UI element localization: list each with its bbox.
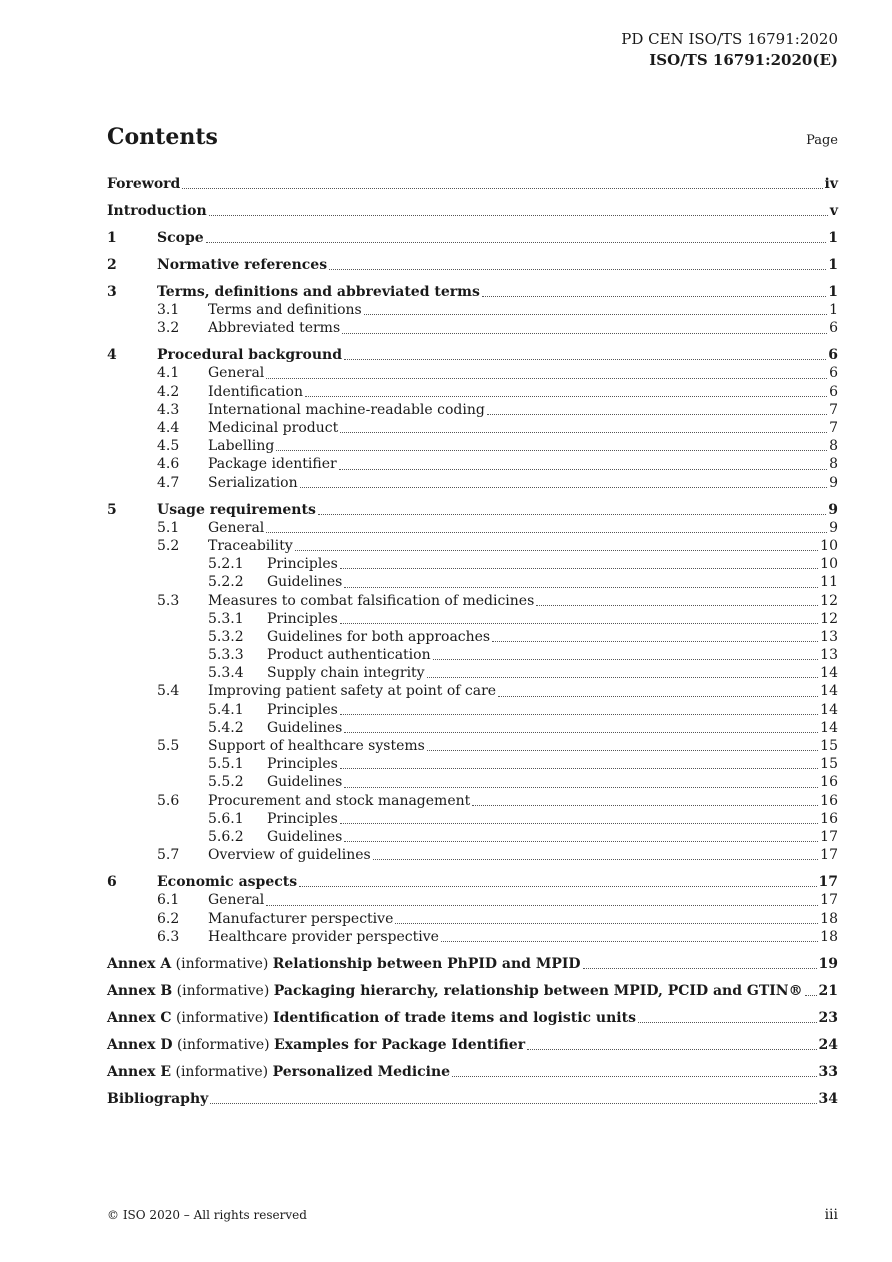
toc-entry-title: Identification bbox=[208, 383, 303, 400]
toc-entry-number: 4.1 bbox=[157, 365, 180, 382]
toc-entry-number: 3.1 bbox=[157, 302, 180, 319]
toc-entry-title bbox=[107, 955, 581, 973]
toc-entry[interactable] bbox=[107, 455, 838, 473]
toc-entry-page: 16 bbox=[820, 774, 838, 791]
toc-entry-title: Labelling bbox=[208, 438, 275, 455]
toc-entry-page: 6 bbox=[829, 383, 838, 400]
page-title: Contents bbox=[107, 124, 218, 150]
toc-entry-page: 8 bbox=[829, 438, 838, 455]
toc-entry[interactable] bbox=[107, 910, 838, 928]
toc-entry-number: 5.4.2 bbox=[208, 719, 244, 736]
toc-entry-page: iv bbox=[824, 176, 838, 192]
dot-leader bbox=[527, 1048, 816, 1050]
toc-entry-page: 18 bbox=[820, 928, 838, 945]
annex-title: Relationship between PhPID and MPID bbox=[272, 955, 581, 972]
dot-leader bbox=[295, 549, 818, 551]
toc-entry-title: Terms and definitions bbox=[208, 302, 362, 319]
toc-entry-page: 14 bbox=[820, 665, 838, 682]
toc-entry-number: 4.7 bbox=[157, 474, 180, 491]
toc-entry-number: 5.1 bbox=[157, 519, 180, 536]
toc-entry[interactable] bbox=[107, 383, 838, 401]
toc-entry-title: Principles bbox=[267, 701, 338, 718]
toc-entry[interactable] bbox=[107, 955, 838, 973]
annex-title: Packaging hierarchy, relationship between MPID, PCID and GTIN® bbox=[273, 982, 803, 999]
toc-entry[interactable] bbox=[107, 555, 838, 573]
toc-entry-page: 14 bbox=[820, 701, 838, 718]
toc-entry-number: 6 bbox=[107, 874, 117, 891]
toc-entry-number: 4.3 bbox=[157, 401, 180, 418]
annex-note: (informative) bbox=[171, 1063, 273, 1080]
annex-title: Personalized Medicine bbox=[272, 1063, 451, 1080]
toc-entry-number: 6.2 bbox=[157, 910, 180, 927]
toc-entry[interactable] bbox=[107, 501, 838, 519]
document-reference: PD CEN ISO/TS 16791:2020 bbox=[621, 30, 838, 48]
toc-entry-title: General bbox=[208, 519, 265, 536]
page-column-label: Page bbox=[806, 133, 838, 148]
dot-leader bbox=[340, 822, 818, 824]
toc-entry[interactable] bbox=[107, 175, 838, 193]
toc-entry-title: Guidelines bbox=[267, 774, 343, 791]
toc-entry-title: Principles bbox=[267, 756, 338, 773]
toc-entry-title: Terms, definitions and abbreviated terms bbox=[157, 283, 480, 300]
toc-entry-page: 15 bbox=[820, 756, 838, 773]
toc-entry[interactable] bbox=[107, 537, 838, 555]
annex-label: Annex D bbox=[107, 1036, 173, 1053]
toc-entry[interactable] bbox=[107, 682, 838, 700]
toc-entry[interactable] bbox=[107, 346, 838, 364]
dot-leader bbox=[344, 586, 818, 588]
toc-entry-number: 5.6 bbox=[157, 792, 180, 809]
toc-entry-page: 14 bbox=[820, 683, 838, 700]
toc-entry-title: Serialization bbox=[208, 474, 298, 491]
toc-entry-page: 13 bbox=[820, 647, 838, 664]
dot-leader bbox=[472, 804, 818, 806]
annex-note: (informative) bbox=[171, 1009, 274, 1026]
toc-entry[interactable] bbox=[107, 755, 838, 773]
toc-entry-page: 15 bbox=[820, 738, 838, 755]
toc-entry-number: 5.5.2 bbox=[208, 774, 244, 791]
toc-entry-number: 5.6.1 bbox=[208, 810, 244, 827]
toc-entry-title: General bbox=[208, 365, 265, 382]
dot-leader bbox=[487, 413, 827, 415]
toc-entry-page: 9 bbox=[829, 519, 838, 536]
toc-entry[interactable] bbox=[107, 229, 838, 247]
toc-entry[interactable] bbox=[107, 928, 838, 946]
toc-entry[interactable] bbox=[107, 664, 838, 682]
toc-entry-page: 12 bbox=[820, 592, 838, 609]
toc-entry-number: 5.5.1 bbox=[208, 756, 244, 773]
dot-leader bbox=[536, 604, 818, 606]
toc-entry-number: 4.4 bbox=[157, 420, 180, 437]
toc-entry-title: Guidelines for both approaches bbox=[267, 628, 491, 645]
dot-leader bbox=[299, 885, 816, 887]
dot-leader bbox=[340, 767, 818, 769]
dot-leader bbox=[339, 468, 827, 470]
toc-entry-title: Procurement and stock management bbox=[208, 792, 471, 809]
standard-number: ISO/TS 16791:2020(E) bbox=[649, 51, 838, 69]
toc-entry[interactable] bbox=[107, 982, 838, 1000]
dot-leader bbox=[364, 313, 827, 315]
toc-entry-title: Economic aspects bbox=[157, 874, 298, 891]
toc-entry-number: 5 bbox=[107, 501, 117, 518]
toc-entry[interactable] bbox=[107, 873, 838, 891]
dot-leader bbox=[340, 713, 818, 715]
annex-label: Annex C bbox=[107, 1009, 172, 1026]
toc-entry-page: 21 bbox=[818, 982, 838, 999]
dot-leader bbox=[492, 640, 818, 642]
toc-entry-title: Principles bbox=[267, 556, 338, 573]
annex-label: Annex B bbox=[107, 982, 173, 999]
dot-leader bbox=[340, 622, 818, 624]
toc-entry-page: 17 bbox=[820, 847, 838, 864]
toc-entry-page: 16 bbox=[820, 792, 838, 809]
toc-entry-number: 4.6 bbox=[157, 456, 180, 473]
toc-entry[interactable] bbox=[107, 202, 838, 220]
dot-leader bbox=[182, 187, 822, 189]
toc-entry-page: 6 bbox=[829, 320, 838, 337]
toc-entry-title: Procedural background bbox=[157, 347, 343, 364]
toc-entry[interactable] bbox=[107, 719, 838, 737]
toc-entry-title: General bbox=[208, 892, 265, 909]
dot-leader bbox=[805, 994, 817, 996]
toc-entry-page: v bbox=[829, 202, 838, 219]
toc-entry[interactable] bbox=[107, 1090, 838, 1108]
toc-entry-page: 1 bbox=[828, 283, 838, 300]
toc-entry[interactable] bbox=[107, 474, 838, 492]
toc-entry[interactable] bbox=[107, 701, 838, 719]
toc-entry-page: 24 bbox=[818, 1036, 838, 1053]
dot-leader bbox=[300, 486, 827, 488]
toc-entry[interactable] bbox=[107, 519, 838, 537]
toc-entry-title: Healthcare provider perspective bbox=[208, 928, 439, 945]
toc-entry-number: 3 bbox=[107, 283, 117, 300]
toc-entry[interactable] bbox=[107, 846, 838, 864]
toc-entry-number: 2 bbox=[107, 256, 117, 273]
toc-entry[interactable] bbox=[107, 891, 838, 909]
toc-entry[interactable] bbox=[107, 737, 838, 755]
toc-entry-page: 10 bbox=[820, 556, 838, 573]
toc-entry[interactable] bbox=[107, 628, 838, 646]
toc-entry-title bbox=[107, 1009, 636, 1027]
dot-leader bbox=[210, 1102, 816, 1104]
toc-entry-title: Guidelines bbox=[267, 719, 343, 736]
toc-entry-title: Guidelines bbox=[267, 574, 343, 591]
annex-label: Annex E bbox=[107, 1063, 172, 1080]
table-of-contents bbox=[107, 175, 838, 1108]
dot-leader bbox=[344, 840, 818, 842]
toc-entry-number: 5.6.2 bbox=[208, 828, 244, 845]
toc-entry-number: 4.5 bbox=[157, 438, 180, 455]
dot-leader bbox=[342, 332, 827, 334]
toc-entry-number: 4.2 bbox=[157, 383, 180, 400]
toc-entry-title: Manufacturer perspective bbox=[208, 910, 394, 927]
toc-entry-number: 6.1 bbox=[157, 892, 180, 909]
toc-entry-title: Scope bbox=[157, 229, 204, 246]
toc-entry-number: 3.2 bbox=[157, 320, 180, 337]
toc-entry-title: Product authentication bbox=[267, 647, 431, 664]
toc-entry[interactable] bbox=[107, 773, 838, 791]
dot-leader bbox=[498, 695, 818, 697]
toc-entry-page: 17 bbox=[818, 874, 838, 891]
toc-entry[interactable] bbox=[107, 792, 838, 810]
dot-leader bbox=[373, 858, 818, 860]
toc-entry-page: 8 bbox=[829, 456, 838, 473]
toc-entry-page: 9 bbox=[829, 474, 838, 491]
toc-entry-page: 6 bbox=[829, 365, 838, 382]
copyright-notice: © ISO 2020 – All rights reserved bbox=[107, 1208, 307, 1222]
toc-entry-title: International machine-readable coding bbox=[208, 401, 485, 418]
toc-entry-page: 34 bbox=[818, 1090, 838, 1107]
toc-entry[interactable] bbox=[107, 437, 838, 455]
dot-leader bbox=[266, 904, 818, 906]
toc-entry[interactable] bbox=[107, 1009, 838, 1027]
dot-leader bbox=[209, 214, 828, 216]
toc-entry-title: Improving patient safety at point of care bbox=[208, 683, 497, 700]
toc-entry-number: 5.2.2 bbox=[208, 574, 244, 591]
dot-leader bbox=[395, 922, 818, 924]
toc-entry[interactable] bbox=[107, 283, 838, 301]
dot-leader bbox=[318, 513, 826, 515]
toc-entry-number: 1 bbox=[107, 229, 117, 246]
toc-entry-number: 5.2.1 bbox=[208, 556, 244, 573]
toc-entry[interactable] bbox=[107, 364, 838, 382]
toc-entry[interactable] bbox=[107, 610, 838, 628]
dot-leader bbox=[344, 731, 818, 733]
toc-entry-title: Normative references bbox=[157, 256, 328, 273]
dot-leader bbox=[266, 531, 827, 533]
toc-entry-page: 12 bbox=[820, 610, 838, 627]
toc-entry-number: 5.3.4 bbox=[208, 665, 244, 682]
toc-entry-page: 17 bbox=[820, 892, 838, 909]
toc-entry[interactable] bbox=[107, 828, 838, 846]
dot-leader bbox=[427, 676, 819, 678]
toc-entry-page: 19 bbox=[818, 955, 838, 972]
toc-entry-number: 5.4.1 bbox=[208, 701, 244, 718]
dot-leader bbox=[266, 377, 827, 379]
toc-entry[interactable] bbox=[107, 573, 838, 591]
toc-entry[interactable] bbox=[107, 810, 838, 828]
toc-entry[interactable] bbox=[107, 419, 838, 437]
page-number: iii bbox=[824, 1207, 838, 1223]
dot-leader bbox=[344, 786, 818, 788]
toc-entry[interactable] bbox=[107, 401, 838, 419]
toc-entry-page: 18 bbox=[820, 910, 838, 927]
toc-entry-number: 5.3 bbox=[157, 592, 180, 609]
toc-entry[interactable] bbox=[107, 1063, 838, 1081]
dot-leader bbox=[452, 1075, 816, 1077]
annex-title: Identification of trade items and logistic units bbox=[273, 1009, 636, 1026]
toc-entry-title: Measures to combat falsification of medicines bbox=[208, 592, 535, 609]
toc-entry-title: Traceability bbox=[208, 537, 293, 554]
toc-entry[interactable] bbox=[107, 646, 838, 664]
dot-leader bbox=[441, 940, 818, 942]
toc-entry-title: Support of healthcare systems bbox=[208, 738, 425, 755]
toc-entry-page: 33 bbox=[818, 1063, 838, 1080]
toc-entry-page: 23 bbox=[818, 1009, 838, 1026]
toc-entry-number: 5.3.1 bbox=[208, 610, 244, 627]
toc-entry-page: 6 bbox=[828, 347, 838, 364]
annex-title: Examples for Package Identifier bbox=[274, 1036, 526, 1053]
toc-entry-page: 13 bbox=[820, 628, 838, 645]
annex-note: (informative) bbox=[172, 982, 274, 999]
toc-entry-number: 5.3.3 bbox=[208, 647, 244, 664]
dot-leader bbox=[638, 1021, 817, 1023]
dot-leader bbox=[340, 431, 827, 433]
toc-entry-title bbox=[107, 982, 803, 1000]
dot-leader bbox=[583, 967, 817, 969]
toc-entry-title: Supply chain integrity bbox=[267, 665, 425, 682]
toc-entry-number: 5.2 bbox=[157, 537, 180, 554]
dot-leader bbox=[340, 567, 818, 569]
toc-entry-page: 17 bbox=[820, 828, 838, 845]
toc-entry-title: Abbreviated terms bbox=[208, 320, 341, 337]
toc-entry-page: 1 bbox=[829, 302, 838, 319]
dot-leader bbox=[305, 395, 827, 397]
toc-entry-page: 9 bbox=[828, 501, 838, 518]
toc-entry-title: Principles bbox=[267, 610, 338, 627]
toc-entry-title: Usage requirements bbox=[157, 501, 316, 518]
dot-leader bbox=[482, 295, 826, 297]
toc-entry[interactable] bbox=[107, 592, 838, 610]
toc-entry-title: Overview of guidelines bbox=[208, 847, 371, 864]
toc-entry-page: 16 bbox=[820, 810, 838, 827]
toc-entry-title: Foreword bbox=[107, 176, 181, 192]
toc-entry-page: 1 bbox=[828, 229, 838, 246]
toc-entry-title: Package identifier bbox=[208, 456, 337, 473]
annex-note: (informative) bbox=[172, 1036, 275, 1053]
dot-leader bbox=[276, 449, 827, 451]
toc-entry[interactable] bbox=[107, 301, 838, 319]
toc-entry-title: Introduction bbox=[107, 202, 207, 219]
toc-entry-number: 5.5 bbox=[157, 738, 180, 755]
toc-entry[interactable] bbox=[107, 256, 838, 274]
toc-entry[interactable] bbox=[107, 1036, 838, 1054]
toc-entry-title: Bibliography bbox=[107, 1090, 209, 1107]
toc-entry-title: Principles bbox=[267, 810, 338, 827]
toc-entry-title: Medicinal product bbox=[208, 420, 339, 437]
toc-entry[interactable] bbox=[107, 319, 838, 337]
toc-entry-page: 14 bbox=[820, 719, 838, 736]
toc-entry-page: 1 bbox=[828, 256, 838, 273]
toc-entry-number: 5.3.2 bbox=[208, 628, 244, 645]
toc-entry-page: 7 bbox=[829, 420, 838, 437]
toc-entry-number: 5.7 bbox=[157, 847, 180, 864]
toc-entry-number: 5.4 bbox=[157, 683, 180, 700]
toc-entry-page: 7 bbox=[829, 401, 838, 418]
dot-leader bbox=[427, 749, 818, 751]
dot-leader bbox=[329, 268, 826, 270]
toc-entry-page: 10 bbox=[820, 537, 838, 554]
dot-leader bbox=[206, 241, 827, 243]
toc-entry-title bbox=[107, 1036, 525, 1054]
annex-note: (informative) bbox=[171, 955, 273, 972]
toc-entry-title bbox=[107, 1063, 450, 1081]
dot-leader bbox=[433, 658, 819, 660]
toc-entry-number: 4 bbox=[107, 347, 117, 364]
toc-entry-title: Guidelines bbox=[267, 828, 343, 845]
dot-leader bbox=[344, 358, 826, 360]
annex-label: Annex A bbox=[107, 955, 172, 972]
toc-entry-number: 6.3 bbox=[157, 928, 180, 945]
toc-entry-page: 11 bbox=[820, 574, 838, 591]
